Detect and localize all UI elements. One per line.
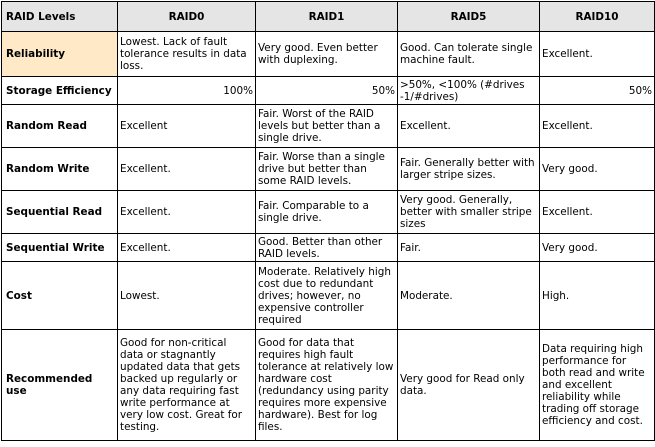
row-label-cost: Cost [2, 262, 118, 330]
cell-raid10: Data requiring high performance for both read and write and excellent reliability while trading off storage efficiency and cost. [540, 330, 655, 441]
header-raid0: RAID0 [118, 2, 256, 32]
cell-raid10: Excellent. [540, 191, 655, 234]
table-row [2, 148, 655, 191]
table-row [2, 32, 655, 77]
cell-raid10: Excellent. [540, 105, 655, 148]
header-row [2, 2, 655, 32]
cell-raid5: Good. Can tolerate single machine fault. [398, 32, 540, 77]
cell-raid10: Excellent. [540, 32, 655, 77]
cell-raid5: Very good for Read only data. [398, 330, 540, 441]
cell-raid10: Very good. [540, 234, 655, 262]
row-label-random-read: Random Read [2, 105, 118, 148]
table-row [2, 105, 655, 148]
table-row [2, 330, 655, 441]
row-label-random-write: Random Write [2, 148, 118, 191]
row-label-reliability: Reliability [2, 32, 118, 77]
cell-raid0: Lowest. [118, 262, 256, 330]
table-row [2, 77, 655, 105]
cell-raid10: High. [540, 262, 655, 330]
cell-raid0: Excellent. [118, 191, 256, 234]
cell-raid1: Good. Better than other RAID levels. [256, 234, 398, 262]
cell-raid1: Good for data that requires high fault tolerance at relatively low hardware cost (redundancy using parity requires more expensive hardware). Best for log files. [256, 330, 398, 441]
table-row [2, 191, 655, 234]
cell-raid5: >50%, <100% (#drives -1/#drives) [398, 77, 540, 105]
cell-raid5: Excellent. [398, 105, 540, 148]
row-label-storage-efficiency: Storage Efficiency [2, 77, 118, 105]
cell-raid5: Fair. [398, 234, 540, 262]
cell-raid0: Good for non-critical data or stagnantly updated data that gets backed up regularly or any data requiring fast write performance at very low cost. Great for testing. [118, 330, 256, 441]
row-label-recommended-use: Recommended use [2, 330, 118, 441]
cell-raid5: Fair. Generally better with larger stripe sizes. [398, 148, 540, 191]
table-row [2, 262, 655, 330]
cell-raid0: Excellent [118, 105, 256, 148]
cell-raid1: Moderate. Relatively high cost due to redundant drives; however, no expensive controller required [256, 262, 398, 330]
row-label-sequential-read: Sequential Read [2, 191, 118, 234]
cell-raid1: Fair. Worst of the RAID levels but better than a single drive. [256, 105, 398, 148]
header-raid1: RAID1 [256, 2, 398, 32]
header-raid-levels: RAID Levels [2, 2, 118, 32]
cell-raid0: Lowest. Lack of fault tolerance results in data loss. [118, 32, 256, 77]
row-label-sequential-write: Sequential Write [2, 234, 118, 262]
cell-raid10: Very good. [540, 148, 655, 191]
cell-raid0: Excellent. [118, 234, 256, 262]
header-raid10: RAID10 [540, 2, 655, 32]
header-raid5: RAID5 [398, 2, 540, 32]
cell-raid1: Fair. Worse than a single drive but better than some RAID levels. [256, 148, 398, 191]
cell-raid5: Moderate. [398, 262, 540, 330]
cell-raid1: 50% [256, 77, 398, 105]
cell-raid1: Fair. Comparable to a single drive. [256, 191, 398, 234]
cell-raid10: 50% [540, 77, 655, 105]
cell-raid0: 100% [118, 77, 256, 105]
raid-comparison-table [1, 1, 655, 441]
cell-raid1: Very good. Even better with duplexing. [256, 32, 398, 77]
cell-raid5: Very good. Generally, better with smaller stripe sizes [398, 191, 540, 234]
cell-raid0: Excellent. [118, 148, 256, 191]
table-row [2, 234, 655, 262]
raid-comparison-table-container [1, 1, 654, 445]
